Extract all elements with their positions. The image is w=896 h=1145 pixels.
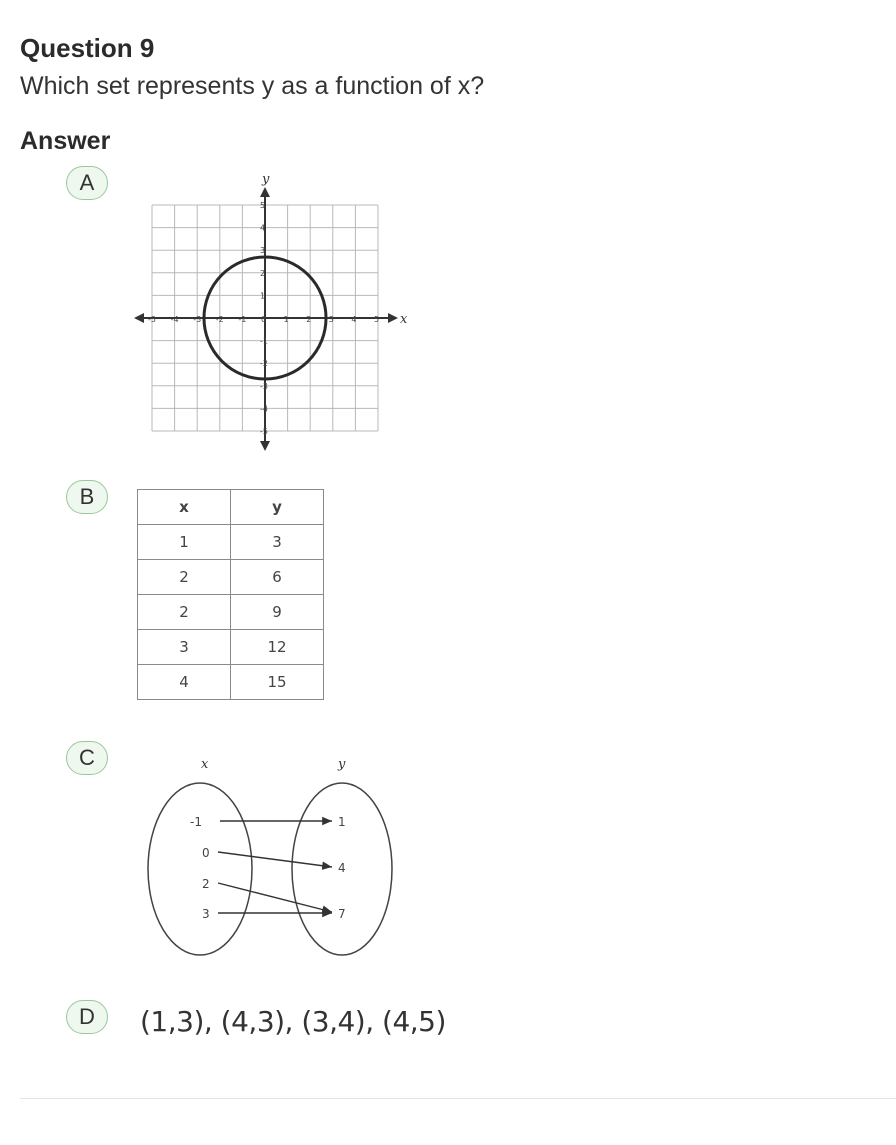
- bottom-divider: [20, 1098, 896, 1099]
- domain-value: 3: [202, 907, 210, 921]
- x-axis-label: x: [400, 312, 408, 327]
- y-tick-label: -1: [260, 336, 268, 346]
- domain-oval: [148, 783, 252, 955]
- y-tick-label: 1: [260, 291, 266, 301]
- axis-arrowhead: [388, 313, 398, 323]
- x-tick-label: 5: [374, 315, 380, 324]
- table-cell-y: 6: [231, 560, 324, 595]
- choice-c-mapping-diagram: [140, 750, 410, 965]
- mapping-arrow: [218, 852, 332, 867]
- table-row: [138, 665, 324, 700]
- table-row: [138, 630, 324, 665]
- y-tick-label: 2: [260, 268, 266, 278]
- choice-a-button[interactable]: A: [66, 166, 108, 200]
- axis-arrowhead: [134, 313, 144, 323]
- x-tick-label: 0: [261, 315, 267, 324]
- axis-arrowhead: [260, 441, 270, 451]
- x-tick-label: 1: [283, 315, 289, 324]
- x-tick-label: 3: [328, 315, 334, 324]
- question-title: Question 9: [20, 33, 155, 63]
- range-label: y: [338, 757, 346, 772]
- x-tick-label: -5: [148, 315, 156, 324]
- y-axis-label: y: [262, 172, 270, 187]
- x-tick-label: -3: [193, 315, 202, 324]
- table-cell-y: 12: [231, 630, 324, 665]
- domain-value: -1: [190, 815, 202, 829]
- y-tick-label: 5: [260, 201, 266, 210]
- y-tick-label: 3: [260, 246, 266, 256]
- question-prompt: Which set represents y as a function of x?: [20, 72, 485, 100]
- domain-value: 0: [202, 846, 210, 860]
- table-cell-x: 3: [138, 630, 231, 665]
- table-cell-x: 2: [138, 595, 231, 630]
- axis-arrowhead: [260, 187, 270, 197]
- table-cell-y: 9: [231, 595, 324, 630]
- range-value: 4: [338, 861, 346, 875]
- domain-label: x: [201, 757, 209, 772]
- choice-b-button[interactable]: B: [66, 480, 108, 514]
- table-row: [138, 525, 324, 560]
- table-cell-y: 3: [231, 525, 324, 560]
- domain-value: 2: [202, 877, 210, 891]
- x-tick-label: -1: [238, 315, 247, 324]
- choice-d-button[interactable]: D: [66, 1000, 108, 1034]
- y-tick-label: -5: [260, 427, 268, 436]
- choice-a-circle-graph: [132, 165, 412, 455]
- range-value: 1: [338, 815, 346, 829]
- y-tick-label: -2: [260, 359, 268, 369]
- table-header-x: x: [138, 490, 231, 525]
- y-tick-label: -4: [260, 404, 268, 414]
- choice-d-text: (1,3), (4,3), (3,4), (4,5): [140, 1005, 446, 1038]
- x-tick-label: -4: [170, 315, 179, 324]
- y-tick-label: -3: [260, 381, 268, 391]
- table-header-y: y: [231, 490, 324, 525]
- table-cell-x: 1: [138, 525, 231, 560]
- table-cell-x: 4: [138, 665, 231, 700]
- table-row: [138, 560, 324, 595]
- table-cell-y: 15: [231, 665, 324, 700]
- table-cell-x: 2: [138, 560, 231, 595]
- x-tick-label: -2: [215, 315, 224, 324]
- range-value: 7: [338, 907, 346, 921]
- choice-c-button[interactable]: C: [66, 741, 108, 775]
- answer-label: Answer: [20, 127, 111, 155]
- mapping-arrow: [218, 883, 332, 912]
- table-row: [138, 595, 324, 630]
- x-tick-label: 4: [351, 315, 357, 324]
- y-tick-label: 4: [260, 223, 266, 233]
- choice-b-table: [137, 489, 324, 700]
- x-tick-label: 2: [306, 315, 312, 324]
